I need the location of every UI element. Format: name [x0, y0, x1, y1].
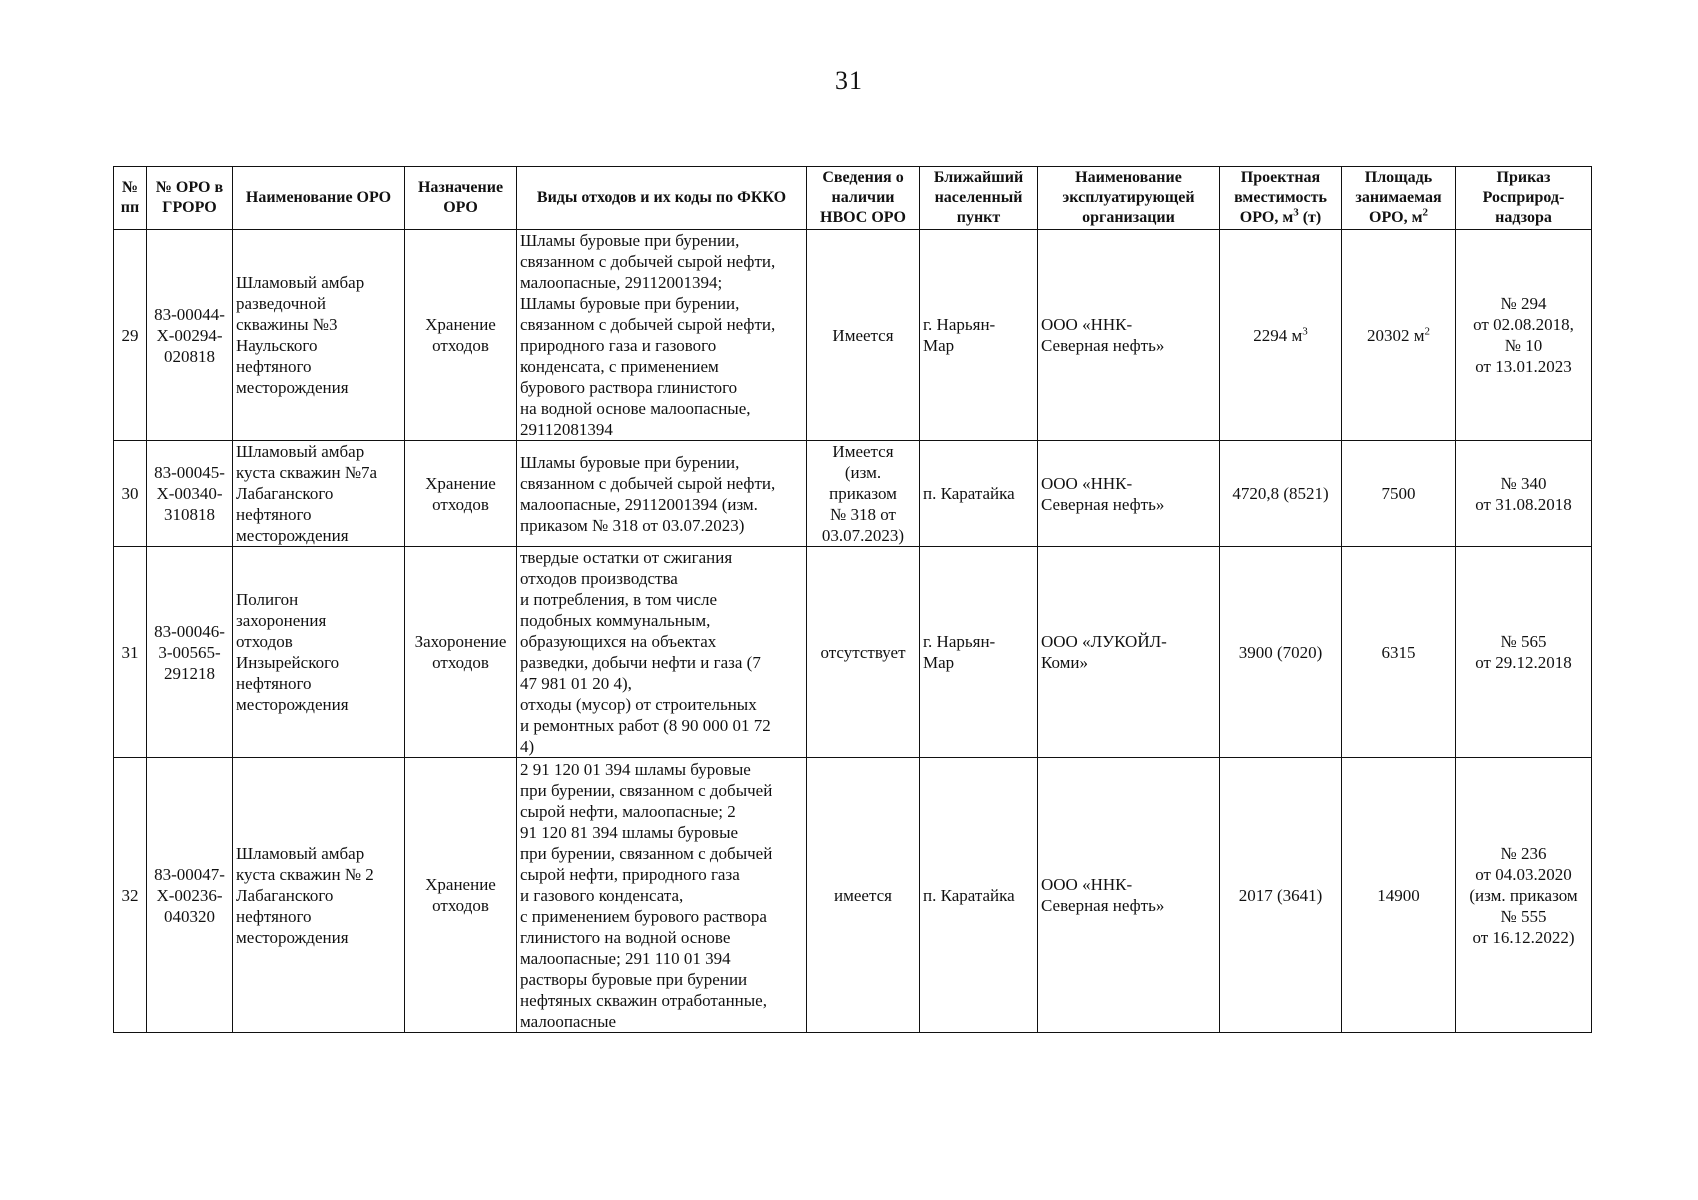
cell-purpose: Хранение отходов	[405, 441, 517, 547]
header-area-text: Площадь занимаемая ОРО, м	[1355, 169, 1442, 226]
cell-num: 32	[114, 758, 147, 1033]
cell-settlement: г. Нарьян- Мар	[920, 547, 1038, 758]
table-row	[114, 441, 1592, 547]
table-header-row	[114, 167, 1592, 230]
cell-num: 31	[114, 547, 147, 758]
cell-area	[1342, 547, 1456, 758]
cell-area-value: 7500	[1381, 484, 1416, 503]
cell-nvos: Имеется (изм. приказом № 318 от 03.07.2023)	[807, 441, 920, 547]
cell-area-value: 14900	[1377, 885, 1420, 905]
cell-oro-number: 83-00047- Х-00236- 040320	[147, 758, 233, 1033]
cell-area	[1342, 758, 1456, 1033]
cell-nvos: имеется	[807, 758, 920, 1033]
cell-capacity	[1220, 547, 1342, 758]
cell-order: № 340 от 31.08.2018	[1456, 441, 1592, 547]
header-order: Приказ Росприрод-надзора	[1456, 167, 1592, 230]
cell-operator: ООО «ЛУКОЙЛ- Коми»	[1038, 547, 1220, 758]
cell-waste-types: Шламы буровые при бурении, связанном с добычей сырой нефти, малоопасные, 29112001394; Шламы буровые при бурении, связанном с добычей сырой нефти, природного газа и газового конденсата, с применением бурового раствора глинистого на водной основе малоопасные, 29112081394	[517, 230, 807, 441]
cell-capacity	[1220, 441, 1342, 547]
cell-oro-number: 83-00044- Х-00294- 020818	[147, 230, 233, 441]
cell-capacity	[1220, 230, 1342, 441]
header-purpose: Назначение ОРО	[405, 167, 517, 230]
cell-name: Полигон захоронения отходов Инзырейского нефтяного месторождения	[233, 547, 405, 758]
cell-name: Шламовый амбар куста скважин № 2 Лабаганского нефтяного месторождения	[233, 758, 405, 1033]
table-row	[114, 230, 1592, 441]
oro-registry-table	[113, 166, 1592, 1033]
cell-area-value: 6315	[1381, 642, 1416, 662]
cell-capacity-value: 3900 (7020)	[1238, 642, 1323, 662]
cell-area-sup: 2	[1424, 324, 1430, 337]
cell-num: 29	[114, 230, 147, 441]
cell-capacity-sup: 3	[1302, 324, 1308, 337]
cell-capacity-value: 2294 м	[1253, 325, 1303, 345]
cell-area-value: 20302 м	[1366, 325, 1425, 345]
cell-oro-number: 83-00045- Х-00340- 310818	[147, 441, 233, 547]
header-num: № пп	[114, 167, 147, 230]
cell-oro-number: 83-00046- 3-00565- 291218	[147, 547, 233, 758]
page-number: 31	[835, 66, 863, 95]
header-settlement: Ближайший населенный пункт	[920, 167, 1038, 230]
cell-nvos: Имеется	[807, 230, 920, 441]
cell-settlement: п. Каратайка	[920, 758, 1038, 1033]
cell-area	[1342, 441, 1456, 547]
header-area	[1342, 167, 1456, 230]
cell-settlement: п. Каратайка	[920, 441, 1038, 547]
cell-order: № 565 от 29.12.2018	[1456, 547, 1592, 758]
header-nvos: Сведения о наличии НВОС ОРО	[807, 167, 920, 230]
cell-num: 30	[114, 441, 147, 547]
header-capacity	[1220, 167, 1342, 230]
cell-nvos: отсутствует	[807, 547, 920, 758]
cell-capacity-value: 2017 (3641)	[1238, 885, 1323, 905]
header-capacity-tail: (т)	[1298, 209, 1322, 226]
header-waste-types: Виды отходов и их коды по ФККО	[517, 167, 807, 230]
cell-order: № 236 от 04.03.2020 (изм. приказом № 555 от 16.12.2022)	[1456, 758, 1592, 1033]
cell-operator: ООО «ННК- Северная нефть»	[1038, 758, 1220, 1033]
cell-capacity-value: 4720,8 (8521)	[1232, 484, 1329, 503]
header-area-sup: 2	[1422, 206, 1428, 219]
table-row	[114, 547, 1592, 758]
cell-purpose: Хранение отходов	[405, 230, 517, 441]
cell-waste-types: твердые остатки от сжигания отходов производства и потребления, в том числе подобных коммунальным, образующихся на объектах разведки, добычи нефти и газа (7 47 981 01 20 4), отходы (мусор) от строительных и ремонтных работ (8 90 000 01 72 4)	[517, 547, 807, 758]
table-row	[114, 758, 1592, 1033]
header-oro-number: № ОРО в ГРОРО	[147, 167, 233, 230]
header-name: Наименование ОРО	[233, 167, 405, 230]
cell-settlement: г. Нарьян- Мар	[920, 230, 1038, 441]
cell-waste-types: Шламы буровые при бурении, связанном с добычей сырой нефти, малоопасные, 29112001394 (изм. приказом № 318 от 03.07.2023)	[517, 441, 807, 547]
cell-purpose: Хранение отходов	[405, 758, 517, 1033]
cell-name: Шламовый амбар разведочной скважины №3 Наульского нефтяного месторождения	[233, 230, 405, 441]
cell-order: № 294 от 02.08.2018, № 10 от 13.01.2023	[1456, 230, 1592, 441]
header-capacity-text: Проектная вместимость ОРО, м	[1234, 169, 1327, 226]
cell-purpose: Захоронение отходов	[405, 547, 517, 758]
cell-waste-types: 2 91 120 01 394 шламы буровые при бурении, связанном с добычей сырой нефти, малоопасные; 2 91 120 81 394 шламы буровые при бурении, связанном с добычей сырой нефти, природного газа и газового конденсата, с применением бурового раствора глинистого на водной основе малоопасные; 291 110 01 394 растворы буровые при бурении нефтяных скважин отработанные, малоопасные	[517, 758, 807, 1033]
cell-operator: ООО «ННК- Северная нефть»	[1038, 441, 1220, 547]
cell-capacity	[1220, 758, 1342, 1033]
cell-area	[1342, 230, 1456, 441]
header-capacity-sup: 3	[1293, 206, 1299, 219]
header-operator: Наименование эксплуатирующей организации	[1038, 167, 1220, 230]
cell-operator: ООО «ННК- Северная нефть»	[1038, 230, 1220, 441]
cell-name: Шламовый амбар куста скважин №7а Лабаганского нефтяного месторождения	[233, 441, 405, 547]
